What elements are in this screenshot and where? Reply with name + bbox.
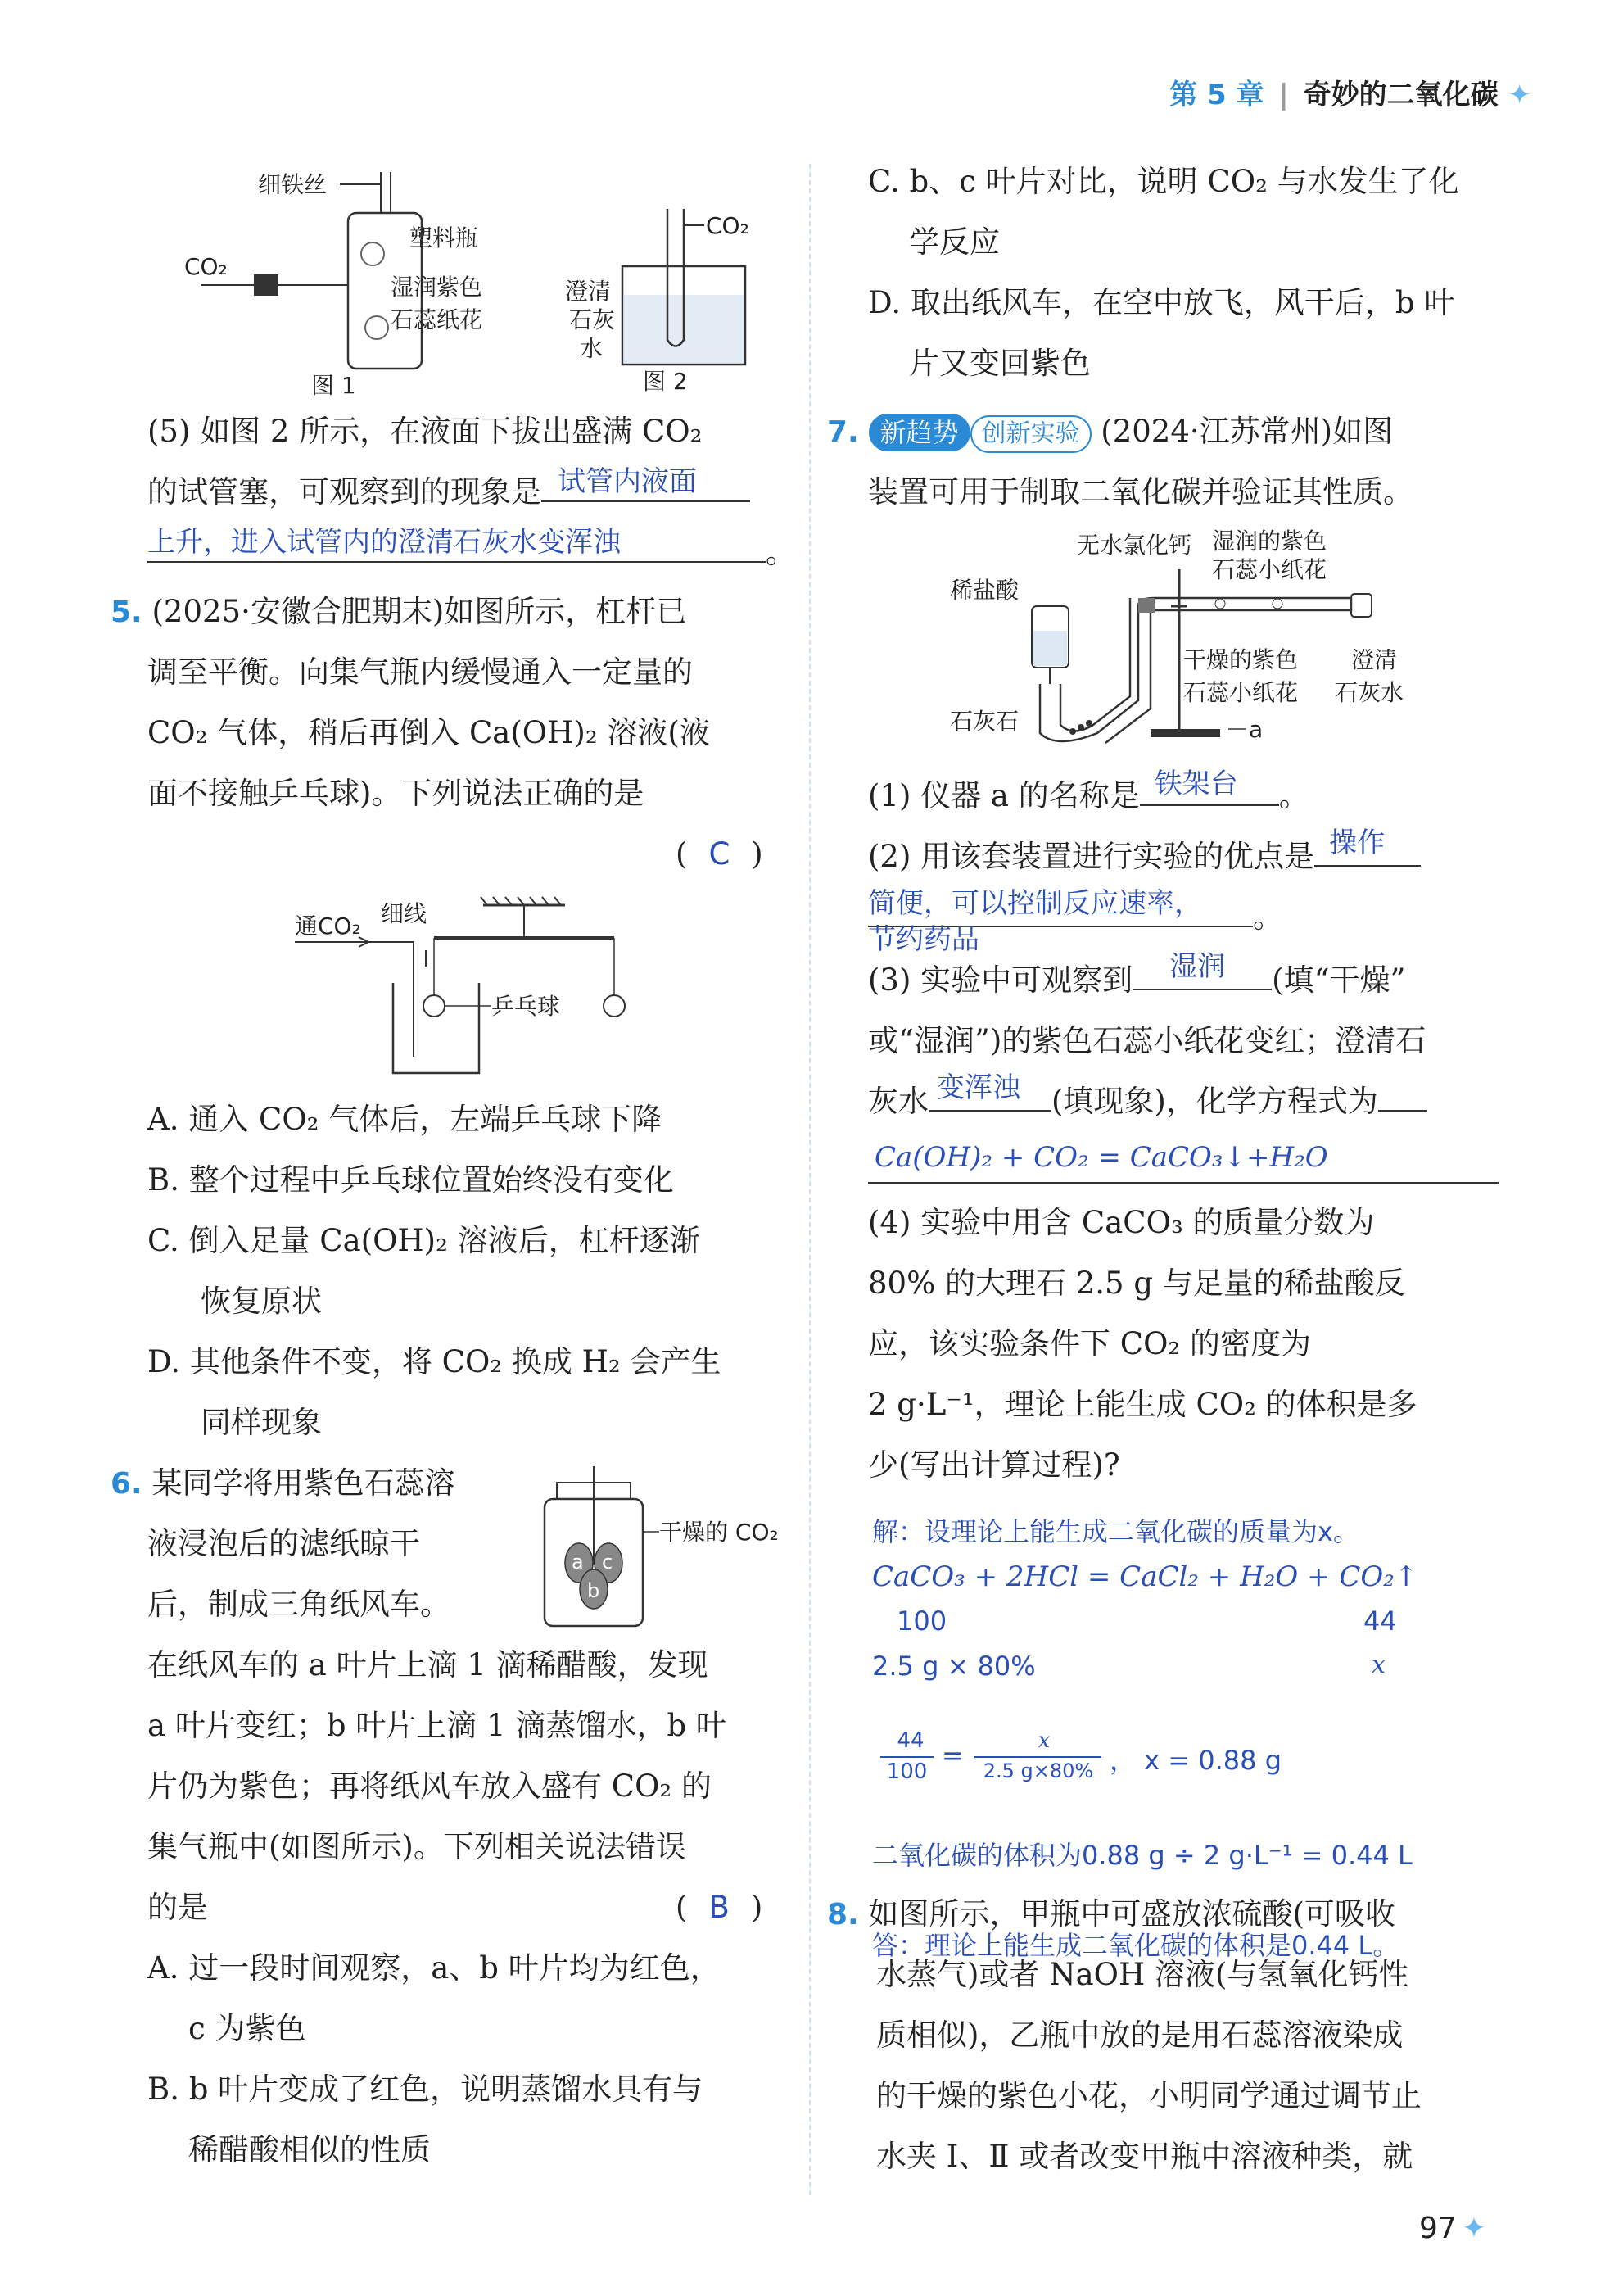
q6-text-1: 某同学将用紫色石蕊溶 xyxy=(151,1465,455,1501)
sparkle-icon: ✦ xyxy=(1461,2212,1486,2245)
q5-option-d-cont: 同样现象 xyxy=(201,1405,322,1440)
q8-text-4: 的干燥的紫色小花，小明同学通过调节止 xyxy=(876,2078,1422,2113)
q7-part4-1: (4) 实验中用含 CaCO₃ 的质量分数为 xyxy=(868,1205,1375,1240)
q7-fig-acid: 稀盐酸 xyxy=(950,577,1020,604)
q6-option-d: D. 取出纸风车，在空中放飞，风干后，b 叶 xyxy=(868,285,1455,320)
q7-part1: (1) 仪器 a 的名称是 铁架台 。 xyxy=(868,766,1309,826)
q6-text-5: a 叶片变红；b 叶片上滴 1 滴蒸馏水，b 叶 xyxy=(147,1708,726,1743)
q7-line1 xyxy=(827,401,1393,463)
q5-number: 5. xyxy=(111,596,142,629)
fig2-label-lime2: 石灰 xyxy=(569,306,616,333)
fig1-label-co2: CO₂ xyxy=(184,253,228,280)
q6-option-c-cont: 学反应 xyxy=(909,224,1000,260)
fig1-caption: 图 1 xyxy=(311,372,356,399)
q7-number: 7. xyxy=(827,415,859,449)
q7-part3-blank3 xyxy=(1378,1072,1427,1112)
q6-text-3: 后，制成三角纸风车。 xyxy=(147,1587,450,1622)
q6-option-b-cont: 稀醋酸相似的性质 xyxy=(188,2132,431,2167)
q7-solution-equation: CaCO₃ + 2HCl = CaCl₂ + H₂O + CO₂↑ xyxy=(872,1560,1418,1593)
sparkle-icon: ✦ xyxy=(1508,79,1531,111)
q7-part1-blank xyxy=(1140,767,1279,806)
q7-part1-answer: 铁架台 xyxy=(1154,768,1238,800)
q6-line1 xyxy=(111,1453,455,1515)
fig2-caption: 图 2 xyxy=(643,368,688,395)
q7-part2-answer2: 简便，可以控制反应速率， xyxy=(868,887,1202,920)
fig2-label-lime1: 澄清 xyxy=(565,278,612,305)
q5-text-3: CO₂ 气体，稍后再倒入 Ca(OH)₂ 溶液(液 xyxy=(147,715,710,750)
fig1-label-bottle: 塑料瓶 xyxy=(409,224,479,251)
chapter-number: 第 5 章 xyxy=(1169,79,1264,111)
q6-fig-c: c xyxy=(602,1551,613,1574)
page-number: 97 ✦ xyxy=(1419,2212,1486,2245)
q5-text-1: (2025·安徽合肥期末)如图所示，杠杆已 xyxy=(151,594,687,629)
chapter-header xyxy=(1169,72,1531,112)
q7-part2-blank1 xyxy=(1314,827,1421,867)
q7-part3-equation: Ca(OH)₂ + CO₂ = CaCO₃↓+H₂O xyxy=(875,1141,1328,1174)
q8-text-3: 质相似)，乙瓶中放的是用石蕊溶液染成 xyxy=(876,2017,1404,2053)
q7-source: (2024·江苏常州)如图 xyxy=(1101,414,1394,449)
q5-fig-label-co2: 通CO₂ xyxy=(295,913,361,940)
q7-figure-apparatus xyxy=(942,528,1515,749)
q6-fig-b: b xyxy=(587,1579,600,1602)
q5-option-d: D. 其他条件不变，将 CO₂ 换成 H₂ 会产生 xyxy=(147,1344,721,1379)
q7-part1-text: (1) 仪器 a 的名称是 xyxy=(868,778,1140,813)
q7-part3-answer2: 变浑浊 xyxy=(937,1071,1020,1104)
q7-part3-line3: 灰水 变浑浊 (填现象)，化学方程式为 xyxy=(868,1071,1427,1132)
q6-number: 6. xyxy=(111,1467,142,1501)
q5-option-b: B. 整个过程中乒乓球位置始终没有变化 xyxy=(147,1162,674,1198)
q6-text-7: 集气瓶中(如图所示)。下列相关说法错误 xyxy=(147,1829,686,1864)
q7-solution-mass2: 44 xyxy=(1363,1605,1397,1637)
fig1-label-iron: 细铁丝 xyxy=(258,171,328,198)
q6-option-b: B. b 叶片变成了红色，说明蒸馏水具有与 xyxy=(147,2072,703,2107)
q7-part2-answer3: 节约药品 xyxy=(868,923,979,956)
q6-option-d-cont: 片又变回紫色 xyxy=(909,346,1091,381)
q7-part3-equation-line xyxy=(868,1134,1499,1184)
q7-part3-answer1: 湿润 xyxy=(1169,950,1226,983)
q6-option-a-cont: c 为紫色 xyxy=(188,2011,306,2046)
q5-fig-label-ball: 乒乓球 xyxy=(491,993,561,1020)
q6-figure-pinwheel xyxy=(536,1466,790,1638)
q6-answer: B xyxy=(708,1890,730,1925)
q7-fig-dry1: 干燥的紫色 xyxy=(1183,646,1299,673)
q7-fig-a: a xyxy=(1249,716,1264,743)
q4-part5-line3 xyxy=(147,523,796,583)
q8-text-1: 如图所示，甲瓶中可盛放浓硫酸(可吸收 xyxy=(868,1896,1395,1931)
q7-part3-blank2 xyxy=(929,1072,1051,1112)
q4-part5-answer1: 试管内液面 xyxy=(558,465,697,498)
q6-text-8: 的是 xyxy=(147,1890,208,1925)
q6-fig-a: a xyxy=(572,1551,584,1574)
q4-part5-answer2: 上升，进入试管内的澄清石灰水变浑浊 xyxy=(147,526,621,559)
q6-text-4: 在纸风车的 a 叶片上滴 1 滴稀醋酸，发现 xyxy=(147,1647,708,1682)
q7-part4-2: 80% 的大理石 2.5 g 与足量的稀盐酸反 xyxy=(868,1266,1405,1301)
q5-option-a: A. 通入 CO₂ 气体后，左端乒乓球下降 xyxy=(147,1102,662,1137)
figure-1 xyxy=(176,164,520,401)
q4-part5-end: 。 xyxy=(766,535,796,570)
q7-badge-innovation: 创新实验 xyxy=(970,415,1092,453)
column-divider xyxy=(809,164,811,2195)
q6-fig-label-dry: 干燥的 CO₂ xyxy=(659,1519,779,1546)
q6-option-a: A. 过一段时间观察，a、b 叶片均为红色， xyxy=(147,1950,721,1986)
q7-solution-result: ， x = 0.88 g xyxy=(1110,1745,1282,1776)
q7-solution-value2: x xyxy=(1372,1651,1386,1679)
q7-fig-lime2: 石灰水 xyxy=(1335,679,1404,706)
q7-part3-blank1 xyxy=(1133,951,1272,990)
q7-part3-line2: 或“湿润”)的紫色石蕊小纸花变红；澄清石 xyxy=(868,1023,1426,1058)
q8-number: 8. xyxy=(827,1898,859,1931)
q5-answer-bracket: ( C ) xyxy=(676,836,763,872)
q7-part3: (3) 实验中可观察到 湿润 (填“干燥” xyxy=(868,950,1405,1011)
q6-text-2: 液浸泡后的滤纸晾干 xyxy=(147,1526,420,1561)
q7-fig-lime1: 澄清 xyxy=(1351,646,1398,673)
q5-figure-lever xyxy=(295,893,639,1089)
q5-text-2: 调至平衡。向集气瓶内缓慢通入一定量的 xyxy=(147,654,693,690)
q7-solution-volume: 二氧化碳的体积为0.88 g ÷ 2 g·L⁻¹ = 0.44 L xyxy=(872,1840,1413,1871)
q6-answer-bracket: ( B ) xyxy=(676,1890,763,1925)
q7-part2-text: (2) 用该套装置进行实验的优点是 xyxy=(868,839,1315,874)
q7-part4-5: 少(写出计算过程)? xyxy=(868,1447,1120,1483)
q6-text-6: 片仍为紫色；再将纸风车放入盛有 CO₂ 的 xyxy=(147,1768,712,1804)
q7-fig-dry2: 石蕊小纸花 xyxy=(1183,679,1299,706)
q7-fig-stone: 石灰石 xyxy=(950,708,1020,735)
q4-part5-line1: (5) 如图 2 所示，在液面下拔出盛满 CO₂ xyxy=(147,414,703,449)
q7-part2-answer1: 操作 xyxy=(1329,826,1386,859)
q7-solution-mass1: 100 xyxy=(897,1605,947,1637)
q6-option-c: C. b、c 叶片对比，说明 CO₂ 与水发生了化 xyxy=(868,164,1459,199)
q7-part3-text: (3) 实验中可观察到 xyxy=(868,962,1133,998)
q7-solution-value1: 2.5 g × 80% xyxy=(872,1651,1036,1682)
fig2-label-co2: CO₂ xyxy=(706,212,749,239)
q5-line1 xyxy=(111,582,686,643)
q7-solution-line1: 解：设理论上能生成二氧化碳的质量为x。 xyxy=(872,1516,1359,1547)
q7-fig-wet1: 湿润的紫色 xyxy=(1212,528,1327,555)
q7-fig-anhydrous: 无水氯化钙 xyxy=(1077,532,1192,559)
fig1-label-wet1: 湿润紫色 xyxy=(391,274,483,301)
fig2-label-lime3: 水 xyxy=(580,335,604,362)
q8-text-2: 水蒸气)或者 NaOH 溶液(与氢氧化钙性 xyxy=(876,1957,1409,1992)
q7-solution-answer: 答：理论上能生成二氧化碳的体积是0.44 L。 xyxy=(872,1930,1399,1961)
q7-part4-3: 应，该实验条件下 CO₂ 的密度为 xyxy=(868,1326,1311,1361)
q7-part2-blank2 xyxy=(868,887,1253,956)
q7-part2-line2: 简便，可以控制反应速率， 节约药品 。 xyxy=(868,887,1283,948)
q5-fig-label-line: 细线 xyxy=(381,900,427,927)
q5-text-4: 面不接触乒乓球)。下列说法正确的是 xyxy=(147,776,644,811)
chapter-title: 奇妙的二氧化碳 xyxy=(1303,79,1499,111)
fig1-label-wet2: 石蕊纸花 xyxy=(391,306,483,333)
q4-part5-text: 的试管塞，可观察到的现象是 xyxy=(147,474,541,509)
q5-option-c: C. 倒入足量 Ca(OH)₂ 溶液后，杠杆逐渐 xyxy=(147,1223,700,1258)
q7-badge-trend: 新趋势 xyxy=(869,414,970,451)
header-separator: | xyxy=(1278,79,1289,111)
q7-part4-4: 2 g·L⁻¹，理论上能生成 CO₂ 的体积是多 xyxy=(868,1387,1417,1422)
figure-2 xyxy=(565,192,778,405)
q8-text-5: 水夹 Ⅰ、Ⅱ 或者改变甲瓶中溶液种类，就 xyxy=(876,2139,1413,2174)
q5-answer: C xyxy=(708,836,730,872)
q7-line2: 装置可用于制取二氧化碳并验证其性质。 xyxy=(868,474,1413,509)
q7-fig-wet2: 石蕊小纸花 xyxy=(1212,556,1327,583)
q4-part5-blank2 xyxy=(147,523,766,563)
q4-part5-blank1 xyxy=(541,463,750,502)
q5-option-c-cont: 恢复原状 xyxy=(201,1284,322,1319)
